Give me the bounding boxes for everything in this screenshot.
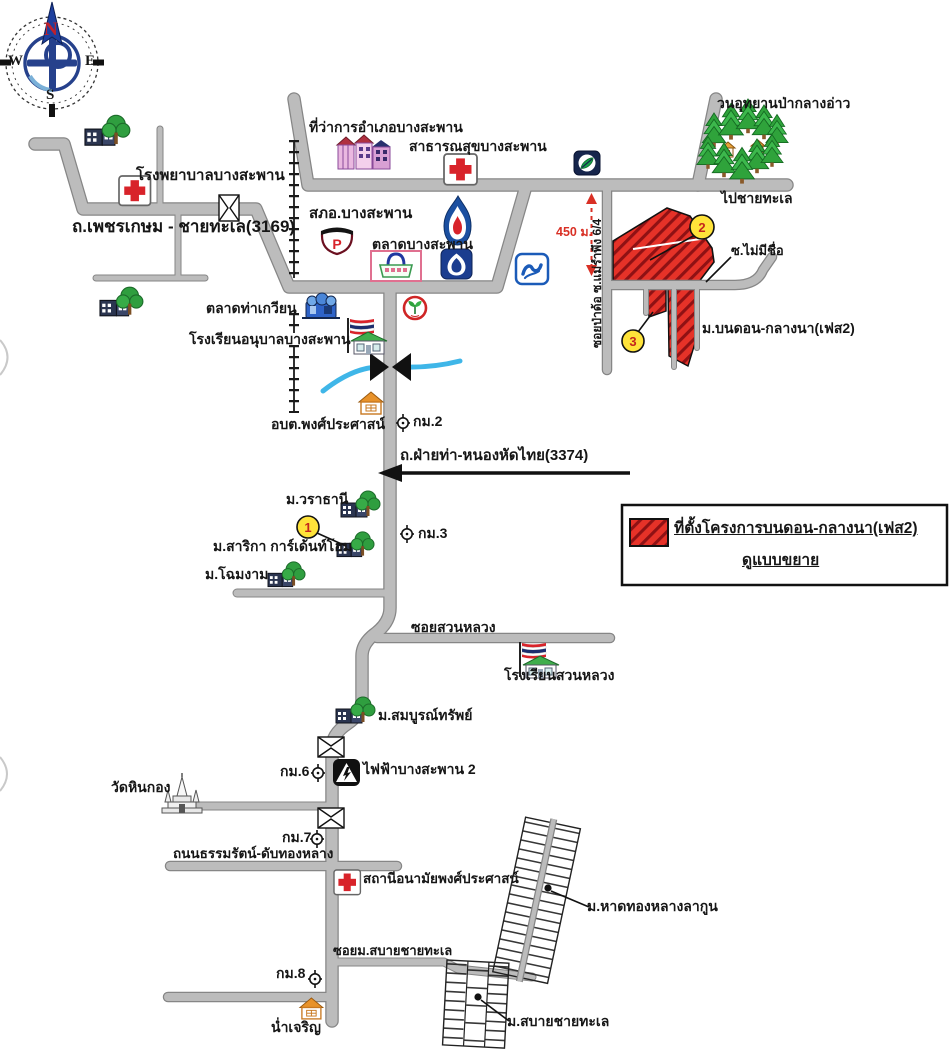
- obt-label: อบต.พงศ์ประศาสน์: [271, 416, 386, 432]
- km8-label: กม.8: [276, 965, 306, 981]
- village-icon: [85, 115, 130, 145]
- forest-park-label: วนอุทยานป่ากลางอ่าว: [717, 95, 851, 111]
- subdivision-grid-hadthonglang: [492, 813, 581, 987]
- svg-text:1: 1: [304, 520, 312, 535]
- svg-text:2: 2: [698, 220, 706, 235]
- health-station-label: สถานีอนามัยพงศ์ประศาสน์: [363, 871, 519, 886]
- bangkok-bank-icon: [441, 249, 472, 279]
- km3-label: กม.3: [418, 525, 448, 541]
- km2-milestone-icon: [396, 414, 410, 432]
- compass-north-label: N: [44, 19, 58, 40]
- parking-letter: P: [332, 236, 342, 252]
- sprout-circle-icon: [404, 297, 426, 319]
- faitha-road-arrow: [378, 464, 630, 482]
- legend-box: [622, 505, 947, 585]
- market-thakwian-label: ตลาดท่าเกวียน: [206, 300, 297, 316]
- krungthai-bank-icon: [516, 254, 548, 284]
- soi-pado-label: ซอยป่าด้อ ซ.แม่รำพึง 6/4: [590, 218, 604, 348]
- health-station-cross-icon: [334, 870, 360, 895]
- kasikorn-bank-icon: [574, 151, 600, 175]
- police-station-label: สภอ.บางสะพาน: [309, 205, 413, 222]
- soi-sabai-label: ซอยม.สบายชายทะเล: [333, 943, 453, 958]
- faitha-road-label: ถ.ฝ่ายท่า-หนองหัดไทย(3374): [400, 447, 589, 464]
- obt-house-icon: [359, 392, 383, 414]
- somboonsap-label: ม.สมบูรณ์ทรัพย์: [378, 707, 473, 723]
- kindergarten-school-icon: [348, 318, 387, 354]
- legend-line2: ดูแบบขยาย: [742, 552, 820, 569]
- compass-west-label: W: [8, 53, 23, 69]
- village-icon: [100, 287, 143, 316]
- wat-hinkong-label: วัดหินกอง: [111, 779, 171, 795]
- market-basket-icon: [371, 251, 421, 281]
- legend-line1: ที่ตั้งโครงการบนดอน-กลางนา(เฟส2): [674, 520, 918, 537]
- sarika-label: ม.สาริกา การ์เด้นท์โฮม: [213, 538, 353, 554]
- market-bangsaphan-label: ตลาดบางสะพาน: [372, 236, 473, 252]
- scan-artifacts: [0, 340, 8, 791]
- soi-noname-label: ซ.ไม่มีชื่อ: [731, 243, 784, 258]
- bridge-icon: [318, 808, 344, 828]
- public-health-label: สาธารณสุขบางสะพาน: [409, 138, 547, 154]
- km6-milestone-icon: [311, 764, 325, 782]
- chomngam-village-icon: [268, 562, 305, 587]
- km2-label: กม.2: [413, 413, 443, 429]
- hospital-label: โรงพยาบาลบางสะพาน: [136, 167, 285, 184]
- km6-label: กม.6: [280, 763, 310, 779]
- km3-milestone-icon: [400, 525, 414, 543]
- marker-3: [622, 330, 644, 352]
- electricity-authority-icon: [333, 759, 360, 786]
- compass-east-label: E: [85, 53, 96, 69]
- km7-label: กม.7: [282, 829, 312, 845]
- grid-location-dots: [474, 884, 589, 1021]
- suanluang-school-label: โรงเรียนสวนหลวง: [504, 667, 615, 683]
- legend-swatch: [630, 519, 668, 546]
- police-parking-shield-icon: [321, 228, 353, 255]
- bridge-icon: [318, 737, 344, 757]
- compass-south-label: S: [46, 87, 55, 103]
- thammarat-road-label: ถนนธรรมรัตน์-ดับทองหลาง: [173, 846, 334, 861]
- district-office-building-icon: [337, 135, 391, 169]
- distance-450-label: 450 ม.: [556, 225, 593, 239]
- public-health-cross-icon: [444, 154, 477, 185]
- district-office-label: ที่ว่าการอำเภอบางสะพาน: [309, 119, 463, 135]
- chomngam-label: ม.โฉมงาม: [205, 566, 269, 582]
- phetkasem-road-label: ถ.เพชรเกษม - ชายทะเล(3169): [72, 217, 296, 236]
- soi-suanluang-label: ซอยสวนหลวง: [411, 619, 496, 635]
- hadthonglang-label: ม.หาดทองหลางลากูน: [587, 898, 718, 914]
- electricity-label: ไฟฟ้าบางสะพาน 2: [363, 761, 476, 777]
- warathani-label: ม.วราธานี: [286, 491, 349, 507]
- sawmill-machine-icon: [302, 293, 340, 318]
- numcharoen-label: น่ำเจริญ: [271, 1019, 321, 1035]
- sabai-chaitalay-label: ม.สบายชายทะเล: [507, 1013, 610, 1029]
- bondon-klangna-label: ม.บนดอน-กลางนา(เฟส2): [702, 320, 855, 336]
- svg-text:3: 3: [629, 334, 637, 349]
- kindergarten-label: โรงเรียนอนุบาลบางสะพาน: [189, 331, 351, 347]
- marker-1: [297, 516, 319, 538]
- km8-milestone-icon: [308, 970, 322, 988]
- to-beach-label: ไปชายทะเล: [721, 190, 793, 206]
- marker-2: [690, 215, 714, 239]
